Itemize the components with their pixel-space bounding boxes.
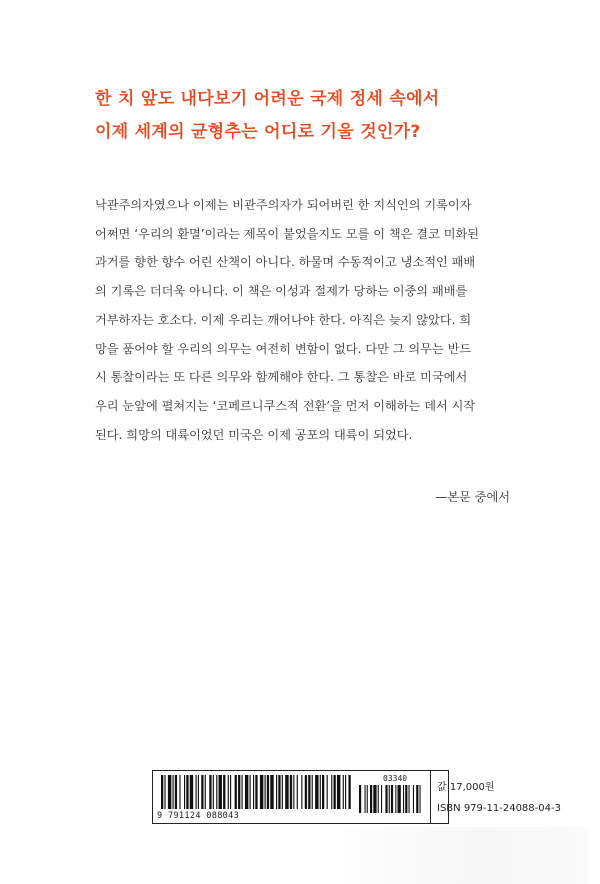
barcode-bar [198,775,199,809]
price-label: 값 17,000원 [437,782,495,793]
barcode-bar [230,775,231,809]
barcode-bar [184,775,185,809]
body-line: 거부하자는 호소다. 이제 우리는 깨어나야 한다. 아직은 늦지 않았다. 희 [95,312,472,327]
barcode-bar [276,775,277,809]
addon-digits: 03340 [383,774,408,783]
barcode-bar [297,775,298,809]
body-line: 우리 눈앞에 펼쳐지는 ‘코페르니쿠스적 전환’을 먼저 이해하는 데서 시작 [95,398,476,413]
barcode-bar [315,775,318,809]
barcode-divider [430,771,431,823]
body-line: 된다. 희망의 대륙이었던 미국은 이제 공포의 대륙이 되었다. [95,427,413,442]
quote-source: —본문 중에서 [435,490,510,504]
body-line: 의 기록은 더더욱 아니다. 이 책은 이성과 절제가 당하는 이중의 패배를 [95,284,468,299]
barcode-bar [186,775,188,809]
addon-bar [403,785,404,813]
addon-bar [373,785,376,813]
barcode-bar [255,775,257,809]
barcode-bar [267,775,269,809]
barcode-bar [334,775,336,809]
barcode-bar [213,775,214,809]
addon-bar [389,785,390,813]
barcode-bar [219,775,222,809]
addon-bar [409,785,410,813]
barcode-bar [228,775,229,809]
barcode-bar [312,775,313,809]
barcode-bar [173,775,174,809]
body-line: 망을 품어야 할 우리의 의무는 여전히 변함이 없다. 다만 그 의무는 반드 [95,341,472,356]
barcode-bar [238,775,240,809]
barcode-bar [265,775,266,809]
barcode-bar [293,775,294,809]
addon-bar [413,785,414,813]
body-line: 과거를 향한 향수 어린 산책이 아니다. 하물며 수동적이고 냉소적인 패배 [95,255,476,270]
barcode-box [152,770,561,824]
barcode-bar [345,775,346,809]
addon-bar [391,785,393,813]
barcode-bar [278,775,280,809]
barcode-bar [161,775,163,809]
barcode-bar [343,775,344,809]
barcode-bar [201,775,203,809]
barcode-bar [337,775,340,809]
barcode-bar [305,775,307,809]
headline [95,83,535,149]
barcode-shadow [318,827,588,884]
addon-bar [359,785,361,813]
addon-bar [395,785,396,813]
headline-line-2: 이제 세계의 균형추는 어디로 기울 것인가? [95,122,421,142]
barcode-bar [190,775,193,809]
barcode-bar [216,775,217,809]
barcode-bar [164,775,165,809]
barcode-bar [322,775,324,809]
barcode-bar [308,775,310,809]
addon-bar [370,785,372,813]
barcode-bar [209,775,211,809]
barcode-bar [282,775,283,809]
barcode-bar [168,775,171,809]
barcode-bar [196,775,197,809]
addon-bar [381,785,382,813]
barcode-bar [290,775,292,809]
headline-line-1: 한 치 앞도 내다보기 어려운 국제 정세 속에서 [95,89,440,109]
body-line: 시 통찰이라는 또 다른 의무와 함께해야 한다. 그 통찰은 바로 미국에서 [95,370,468,385]
barcode-bar [327,775,328,809]
barcode-bar [285,775,288,809]
barcode-digits: 9 791124 088043 [157,811,240,821]
addon-bar [365,785,366,813]
addon-bar [385,785,387,813]
barcode-bar [245,775,248,809]
addon-bar [398,785,401,813]
barcode-bar [250,775,251,809]
barcode-bar [320,775,321,809]
isbn-label: ISBN 979-11-24088-04-3 [437,803,561,814]
barcode-bar [301,775,302,809]
barcode-bar [235,775,237,809]
addon-bar [420,785,421,813]
addon-bar [378,785,379,813]
addon-bar [405,785,407,813]
body-text [95,191,515,449]
barcode-bar [205,775,206,809]
addon-bar [367,785,368,813]
barcode-bar [270,775,273,809]
body-line: 낙관주의자였으나 이제는 비관주의자가 되어버린 한 지식인의 기록이자 [95,198,472,212]
barcode-bar [223,775,225,809]
body-line: 어쩌면 ‘우리의 환멸’이라는 제목이 붙었을지도 모를 이 책은 결코 미화된 [95,226,480,241]
barcode-bar [348,775,350,809]
barcode-bar [175,775,177,809]
barcode-bar [331,775,332,809]
barcode-bar [253,775,254,809]
barcode-bar [179,775,180,809]
barcode-bar [242,775,243,809]
barcode-bar [260,775,263,809]
addon-bar [416,785,418,813]
